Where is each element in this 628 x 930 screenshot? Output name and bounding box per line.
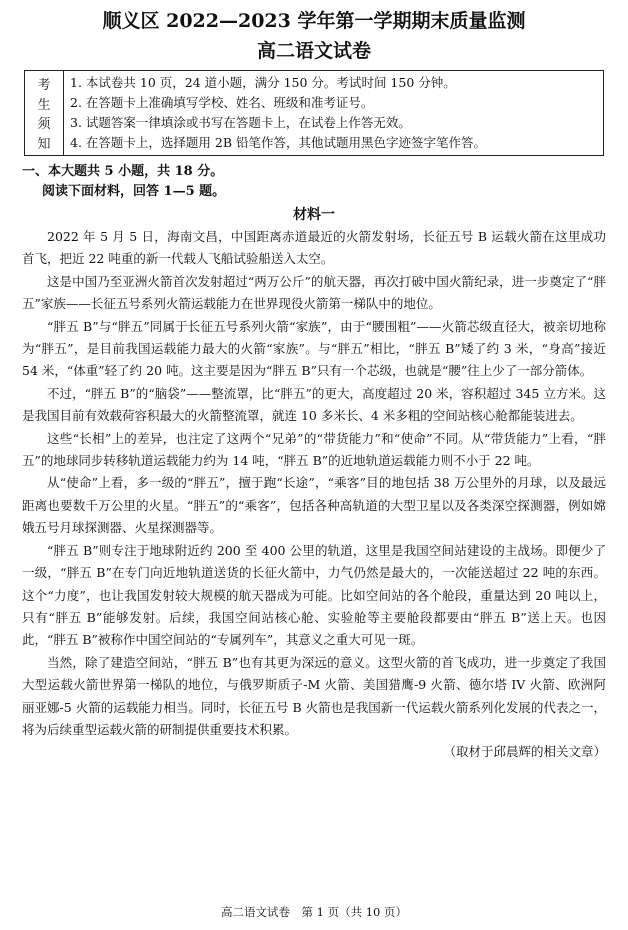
notice-label-char: 知 xyxy=(37,136,51,152)
notice-item: 3. 试题答案一律填涂或书写在答题卡上，在试卷上作答无效。 xyxy=(70,115,411,130)
material-paragraph: “胖五 B”则专注于地球附近约 200 至 400 公里的轨道，这里是我国空间站建设的主战场。即便少了一级，“胖五 B”在专门向近地轨道送货的长征火箭中，力气仍然是最大的，一次能送超过 22 吨的东西。这个“力度”，也让我国发射较大规模的航天器成为可能。比如空间站的各个舱段，重量达到 20 吨以上，只有“胖五 B”能够发射。后续，我国空间站核心舱、实验舱等主要舱段都要由“胖五 B”送上天。也因此，“胖五 B”被称作中国空间站的“专属列车”，其意义之重大可见一斑。 xyxy=(22,542,606,648)
material-paragraph: 当然，除了建造空间站，“胖五 B”也有其更为深远的意义。这型火箭的首飞成功，进一步奠定了我国大型运载火箭世界第一梯队的地位，与俄罗斯质子-M 火箭、美国猎鹰-9 火箭、德尔塔 IV 火箭、欧洲阿丽亚娜-5 火箭的运载能力相当。同时，长征五号 B 火箭也是我国新一代运载火箭系列化发展的代表之一，将为后续重型运载火箭的研制提供重要技术积累。 xyxy=(22,654,606,737)
notice-item: 1. 本试卷共 10 页，24 道小题，满分 150 分。考试时间 150 分钟。 xyxy=(70,75,456,90)
material-paragraph: 这些“长相”上的差异，也注定了这两个“兄弟”的“带货能力”和“使命”不同。从“带货能力”上看，“胖五”的地球同步转移轨道运载能力约为 14 吨，“胖五 B”的近地轨道运载能力则不小于 22 吨。 xyxy=(22,430,606,469)
notice-items xyxy=(64,71,603,155)
section-instruction: 阅读下面材料，回答 1—5 题。 xyxy=(42,184,226,199)
notice-item: 2. 在答题卡上准确填写学校、姓名、班级和准考证号。 xyxy=(70,95,374,110)
notice-label-char: 生 xyxy=(37,97,51,113)
material-paragraph: “胖五 B”与“胖五”同属于长征五号系列火箭“家族”，由于“腰围粗”——火箭芯级直径大，被亲切地称为“胖五”，是目前我国运载能力最大的火箭“家族”。与“胖五”相比，“胖五 B”矮了约 3 米，“身高”接近 54 米，“体重”轻了约 20 吨。这主要是因为“胖五 B”只有一个芯级，也就是“腰”往上少了一部分箭体。 xyxy=(22,318,606,379)
material-paragraph: 这是中国乃至亚洲火箭首次发射超过“两万公斤”的航天器，再次打破中国火箭纪录，进一步奠定了“胖五”家族——长征五号系列火箭运载能力在世界现役火箭第一梯队中的地位。 xyxy=(22,273,606,312)
candidate-notice-box xyxy=(24,70,604,156)
notice-label-char: 考 xyxy=(37,78,51,94)
material-paragraph: 2022 年 5 月 5 日，海南文昌，中国距离赤道最近的火箭发射场，长征五号 B 运载火箭在这里成功首飞，把近 22 吨重的新一代载人飞船试验船送入太空。 xyxy=(22,229,606,267)
notice-item: 4. 在答题卡上，选择题用 2B 铅笔作答，其他试题用黑色字迹签字笔作答。 xyxy=(70,135,486,150)
material-paragraph: 不过，“胖五 B”的“脑袋”——整流罩，比“胖五”的更大，高度超过 20 米，容积超过 345 立方米。这是我国目前有效载荷容积最大的火箭整流罩，就连 10 多米长、4 米多粗的空间站核心舱都能装进去。 xyxy=(22,385,606,424)
material-title: 材料一 xyxy=(293,207,335,223)
exam-title: 顺义区 2022—2023 学年第一学期期末质量监测 xyxy=(102,10,526,32)
material-paragraph: 从“使命”上看，多一级的“胖五”，擅于跑“长途”，“乘客”目的地包括 38 万公里外的月球，以及最远距离也要数千万公里的火星。“胖五”的“乘客”，包括各种高轨道的大型卫星以及各类深空探测器，例如嫦娥五号月球探测器、火星探测器等。 xyxy=(22,475,606,536)
notice-label-char: 须 xyxy=(37,117,51,133)
exam-subtitle: 高二语文试卷 xyxy=(256,40,371,62)
notice-label xyxy=(25,71,64,155)
material-source: （取材于邱晨辉的相关文章） xyxy=(443,744,606,760)
section-heading: 一、本大题共 5 小题，共 18 分。 xyxy=(22,164,224,179)
page-footer: 高二语文试卷 第 1 页（共 10 页） xyxy=(220,905,408,919)
